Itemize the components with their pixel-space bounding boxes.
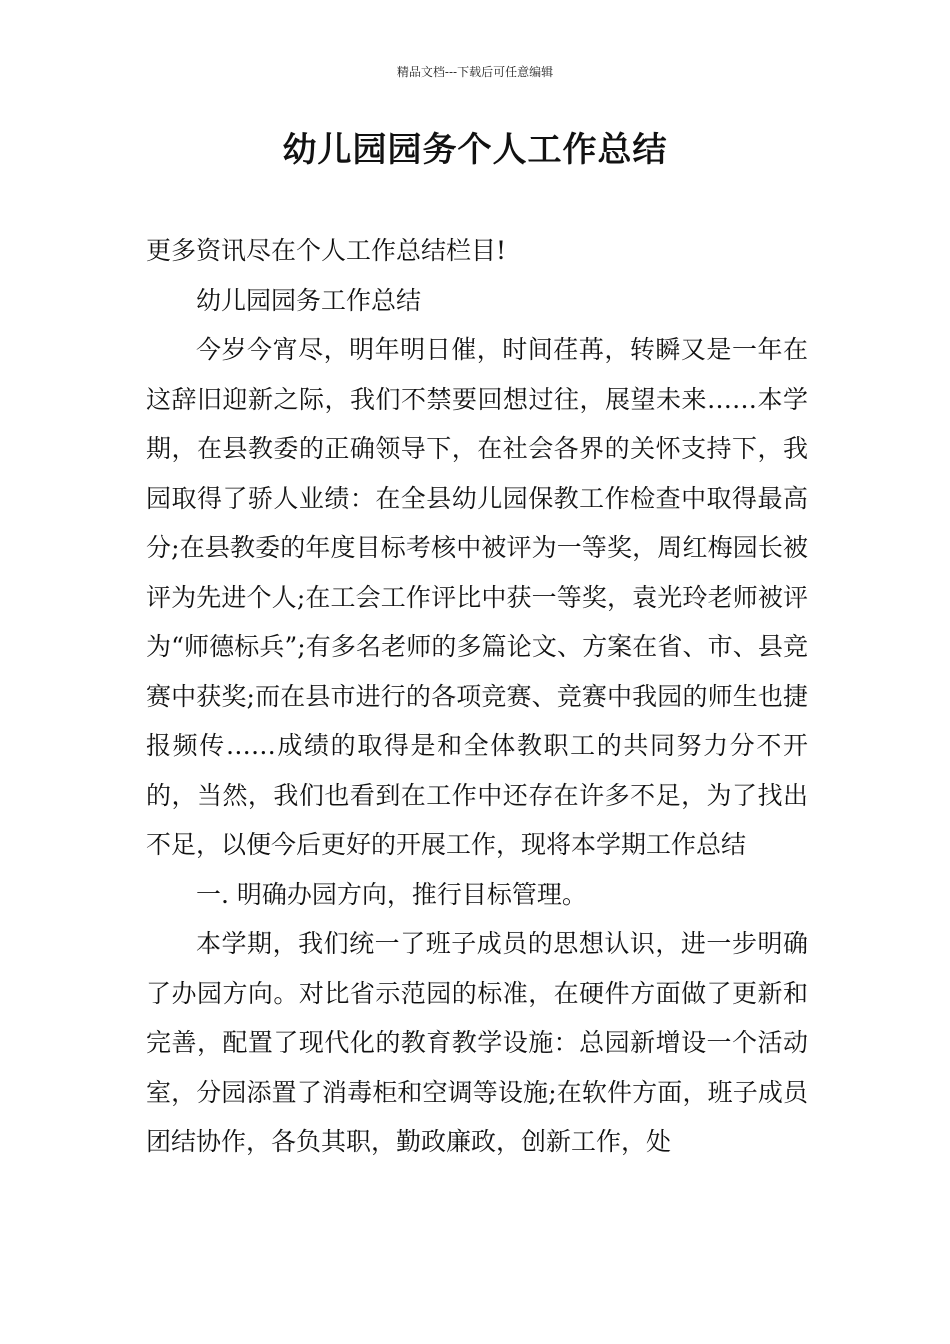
- section-1-heading: 一. 明确办园方向，推行目标管理。: [196, 879, 587, 909]
- intro-line: 更多资讯尽在个人工作总结栏目!: [146, 236, 507, 265]
- paragraph-1: 今岁今宵尽，明年明日催，时间荏苒，转瞬又是一年在这辞旧迎新之际，我们不禁要回想过往，展望未来……本学期，在县教委的正确领导下，在社会各界的关怀支持下，我园取得了骄人业绩：在全县幼儿园保教工作检查中取得最高分;在县教委的年度目标考核中被评为一等奖，周红梅园长被评为先进个人;在工会工作评比中获一等奖，袁光玲老师被评为“师德标兵”;有多名老师的多篇论文、方案在省、市、县竞赛中获奖;而在县市进行的各项竞赛、竞赛中我园的师生也捷报频传……成绩的取得是和全体教职工的共同努力分不开的，当然，我们也看到在工作中还存在许多不足，为了找出不足，以便今后更好的开展工作，现将本学期工作总结: [146, 335, 808, 859]
- document-title: 幼儿园园务个人工作总结: [282, 130, 668, 170]
- paragraph-2: 本学期，我们统一了班子成员的思想认识，进一步明确了办园方向。对比省示范园的标准，在硬件方面做了更新和完善，配置了现代化的教育教学设施：总园新增设一个活动室，分园添置了消毒柜和空调等设施;在软件方面，班子成员团结协作，各负其职，勤政廉政，创新工作，处: [146, 929, 808, 1156]
- document-body: [146, 226, 808, 1167]
- document-subtitle: 幼儿园园务工作总结: [196, 285, 422, 315]
- page-header-watermark: 精品文档---下载后可任意编辑: [396, 65, 554, 79]
